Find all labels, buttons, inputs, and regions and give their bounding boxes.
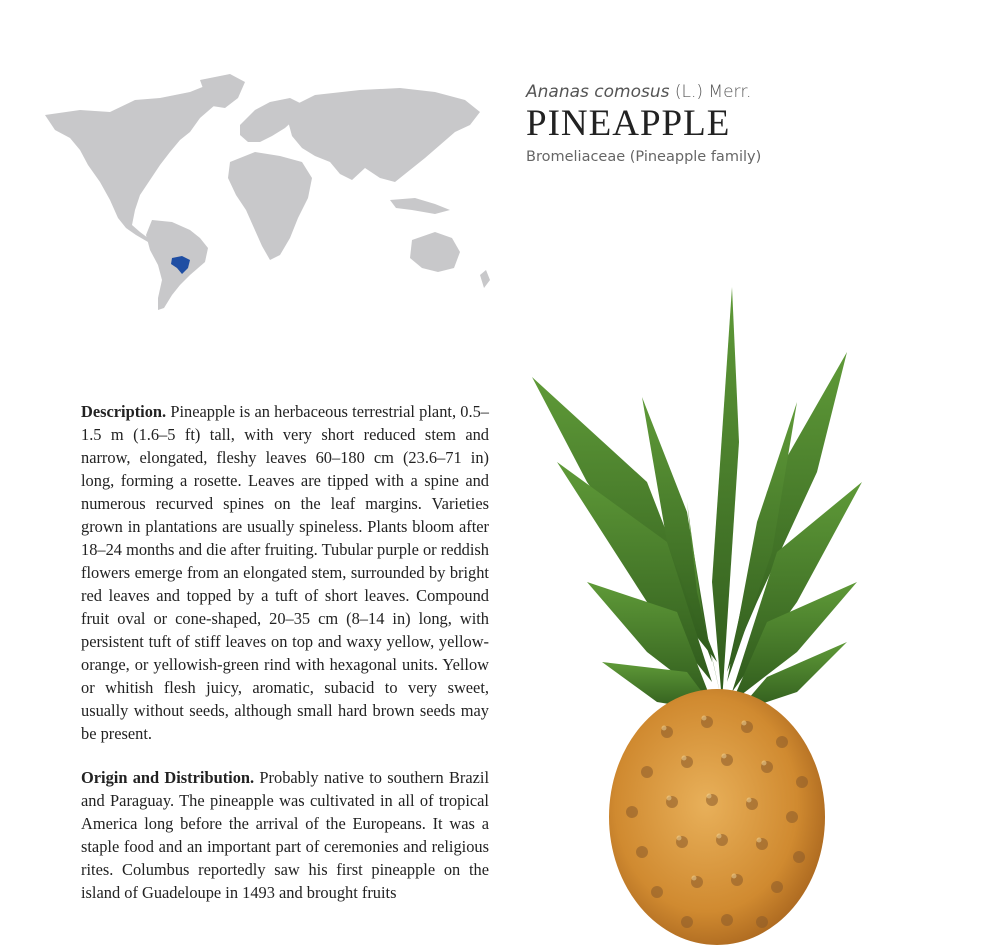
africa-shape <box>228 152 312 260</box>
family-name: Bromeliaceae (Pineapple family) <box>526 148 762 165</box>
description-paragraph <box>81 400 489 745</box>
origin-body: Probably native to southern Brazil and Paraguay. The pineapple was cultivated in all of tropical America long before the arrival of the Europeans. It was a staple food and an important part of ceremonies and religious rites. Columbus reportedly saw his first pineapple on the island of Guadeloupe in 1493 and brought fruits <box>81 768 489 902</box>
world-map-svg <box>40 70 495 315</box>
north-america-shape <box>45 84 225 250</box>
species-header <box>526 82 956 165</box>
new-zealand-shape <box>480 270 490 288</box>
text-column <box>81 400 489 925</box>
description-heading: Description. <box>81 402 167 421</box>
species-italic: Ananas comosus <box>526 82 670 102</box>
indonesia-shape <box>390 198 450 214</box>
origin-paragraph <box>81 766 489 904</box>
pineapple-illustration <box>527 282 872 950</box>
species-authority: (L.) Merr. <box>674 82 752 102</box>
pineapple-crown <box>532 287 862 712</box>
asia-shape <box>285 88 480 182</box>
world-distribution-map <box>40 70 495 315</box>
description-body: Pineapple is an herbaceous terrestrial plant, 0.5–1.5 m (1.6–5 ft) tall, with very short reduced stem and narrow, elongated, fleshy leaves 60–180 cm (23.6–71 in) long, forming a rosette. Leaves are tipped with a spine and numerous recurved spines on the leaf margins. Varieties grown in plantations are usually spineless. Plants bloom after 18–24 months and die after fruiting. Tubular purple or reddish flowers emerge from an elongated stem, surrounded by bright red leaves and topped by a tuft of short leaves. Compound fruit oval or cone-shaped, 20–35 cm (8–14 in) long, with persistent tuft of stiff leaves on top and waxy yellow, yellow-orange, or yellowish-green rind with hexagonal units. Yellow or whitish flesh juicy, aromatic, subacid to very sweet, usually without seeds, although small hard brown seeds may be present. <box>81 402 489 743</box>
scientific-name <box>526 82 956 102</box>
common-name-title: PINEAPPLE <box>526 103 731 144</box>
origin-heading: Origin and Distribution. <box>81 768 255 787</box>
australia-shape <box>410 232 460 272</box>
pineapple-photo <box>527 282 872 950</box>
